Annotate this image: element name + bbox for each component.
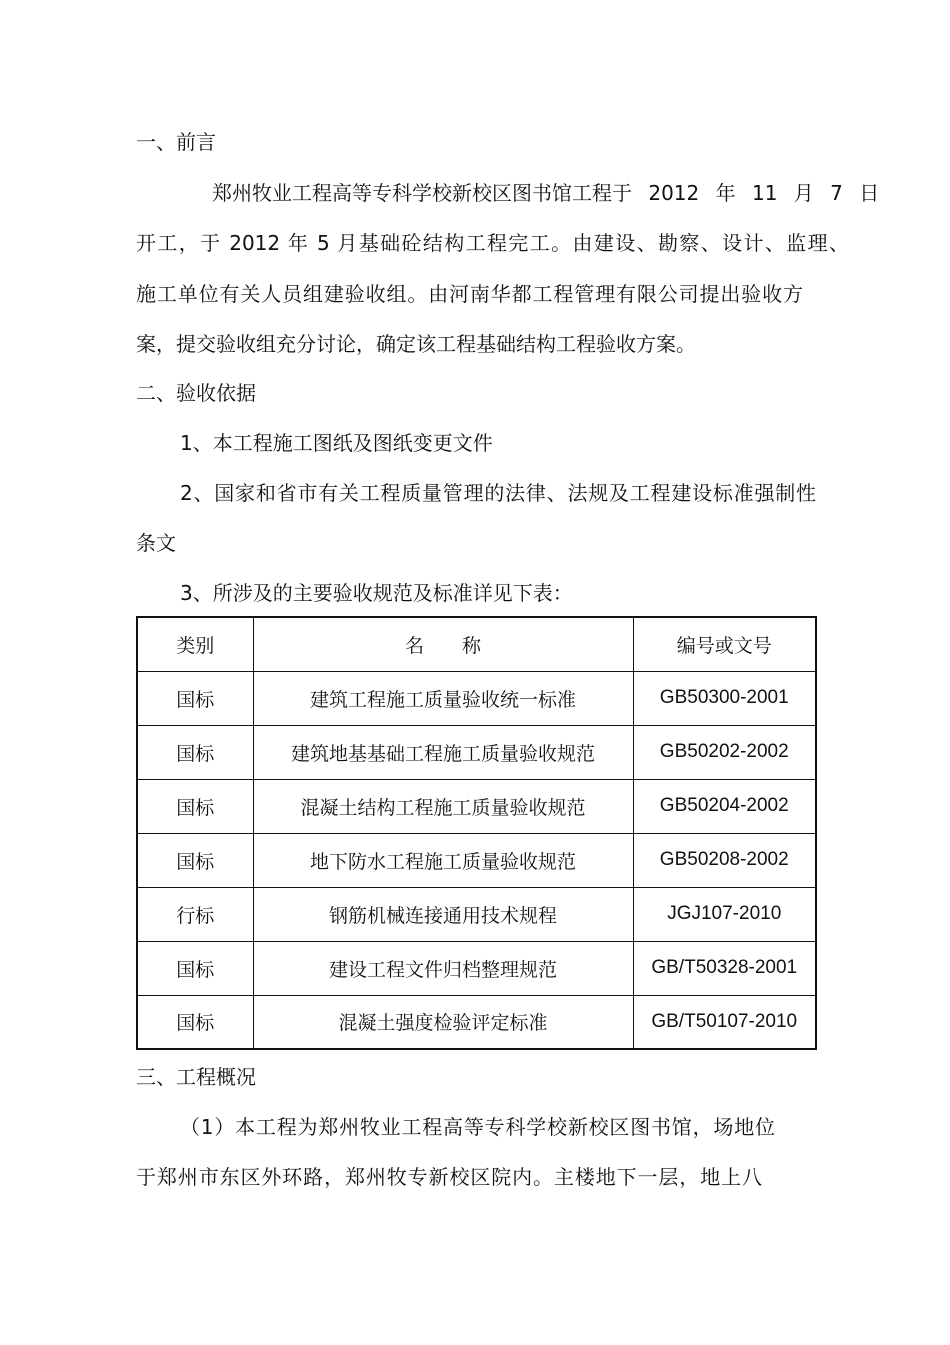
table-row <box>137 941 816 995</box>
table-cell-category: 国标 <box>137 725 253 779</box>
table-row <box>137 995 816 1049</box>
table-row <box>137 833 816 887</box>
paragraph-line: 开工，于 2012 年 5 月基础砼结构工程完工。由建设、勘察、设计、监理、 <box>136 231 849 255</box>
section-heading-preface: 一、前言 <box>136 130 216 154</box>
section-heading-overview: 三、工程概况 <box>136 1065 256 1089</box>
list-item: 1、本工程施工图纸及图纸变更文件 <box>180 431 493 455</box>
table-cell-code: GB50204-2002 <box>633 779 816 833</box>
table-header-category: 类别 <box>137 617 253 671</box>
table-cell-code: JGJ107-2010 <box>633 887 816 941</box>
table-cell-name: 建筑地基基础工程施工质量验收规范 <box>253 725 633 779</box>
table-cell-code: GB/T50328-2001 <box>633 941 816 995</box>
table-row <box>137 779 816 833</box>
table-cell-category: 国标 <box>137 671 253 725</box>
table-cell-category: 国标 <box>137 995 253 1049</box>
table-cell-name: 钢筋机械连接通用技术规程 <box>253 887 633 941</box>
table-header-row <box>137 617 816 671</box>
table-cell-code: GB50208-2002 <box>633 833 816 887</box>
table-cell-name: 混凝土结构工程施工质量验收规范 <box>253 779 633 833</box>
table-cell-code: GB/T50107-2010 <box>633 995 816 1049</box>
list-item-continuation: 条文 <box>136 531 176 555</box>
table-cell-name: 建筑工程施工质量验收统一标准 <box>253 671 633 725</box>
paragraph-line: 施工单位有关人员组建验收组。由河南华都工程管理有限公司提出验收方 <box>136 282 803 306</box>
paragraph-line: （1）本工程为郑州牧业工程高等专科学校新校区图书馆，场地位 <box>180 1115 775 1139</box>
table-cell-code: GB50202-2002 <box>633 725 816 779</box>
table-cell-code: GB50300-2001 <box>633 671 816 725</box>
table-row <box>137 671 816 725</box>
list-item: 3、所涉及的主要验收规范及标准详见下表： <box>180 581 573 605</box>
table-cell-category: 国标 <box>137 779 253 833</box>
table-cell-name: 混凝土强度检验评定标准 <box>253 995 633 1049</box>
table-cell-category: 国标 <box>137 941 253 995</box>
section-heading-basis: 二、验收依据 <box>136 381 256 405</box>
table-cell-name: 建设工程文件归档整理规范 <box>253 941 633 995</box>
paragraph-line: 于郑州市东区外环路，郑州牧专新校区院内。主楼地下一层，地上八 <box>136 1165 762 1189</box>
table-cell-name: 地下防水工程施工质量验收规范 <box>253 833 633 887</box>
paragraph-line: 案，提交验收组充分讨论，确定该工程基础结构工程验收方案。 <box>136 332 696 356</box>
table-cell-category: 行标 <box>137 887 253 941</box>
table-cell-category: 国标 <box>137 833 253 887</box>
standards-table <box>136 616 817 1050</box>
table-header-name: 名 称 <box>253 617 633 671</box>
table-header-code: 编号或文号 <box>633 617 816 671</box>
table-row <box>137 887 816 941</box>
paragraph-line: 郑州牧业工程高等专科学校新校区图书馆工程于 2012 年 11 月 7 日 <box>212 181 880 205</box>
list-item: 2、国家和省市有关工程质量管理的法律、法规及工程建设标准强制性 <box>180 481 816 505</box>
table-row <box>137 725 816 779</box>
